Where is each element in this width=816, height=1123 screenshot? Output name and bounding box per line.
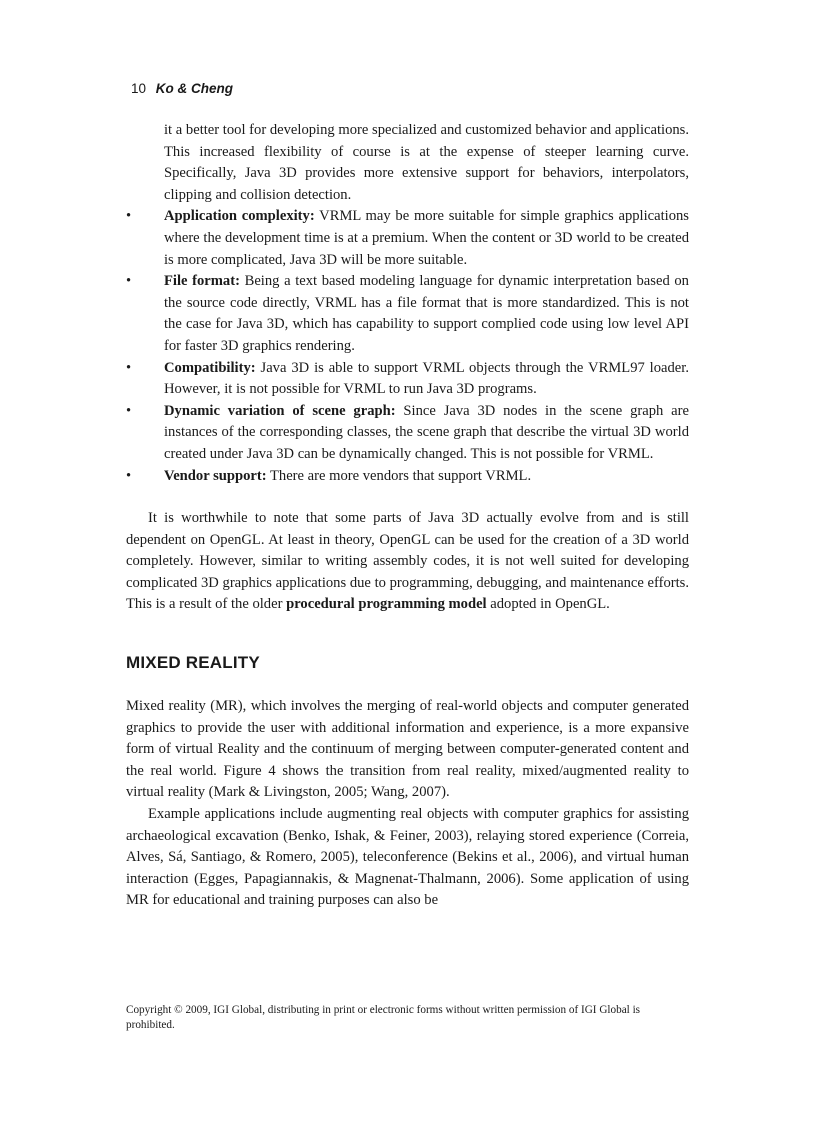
paragraph-mixed-reality-1: Mixed reality (MR), which involves the merging of real-world objects and computer generated graphics to provide the user with additional information and experience, is a more expansive form of virtual Reality and the continuum of merging between computer-generated content and the real world. Figure 4 shows the transition from real reality, mixed/augmented reality to virtual reality (Mark & Livingston, 2005; Wang, 2007). — [126, 698, 689, 801]
list-item-term: Dynamic variation of scene graph: — [164, 402, 396, 419]
paragraph-opengl-after: adopted in OpenGL. — [486, 596, 610, 613]
list-item — [126, 358, 689, 401]
list-item-term: File format: — [164, 273, 240, 290]
body-text — [126, 120, 689, 912]
running-head-authors: Ko & Cheng — [155, 81, 234, 96]
paragraph-opengl — [126, 508, 689, 616]
list-item — [126, 466, 689, 488]
section-heading: MIXED REALITY — [126, 653, 260, 673]
running-header — [131, 80, 233, 98]
spacer — [126, 487, 689, 508]
copyright-footer: Copyright © 2009, IGI Global, distributing in print or electronic forms without written permission of IGI Global is prohibited. — [126, 1004, 641, 1031]
list-item-text: Being a text based modeling language for dynamic interpretation based on the source code directly, VRML has a file format that is more standardized. This is not the case for Java 3D, which has capability to support complied code using low level API for faster 3D graphics rendering. — [164, 273, 689, 354]
list-item-continuation — [126, 120, 689, 206]
bullet-icon: • — [126, 467, 132, 484]
list-item-continuation-text: it a better tool for developing more specialized and customized behavior and applications. This increased flexibility of course is at the expense of steeper learning curve. Specifically, Java 3D provides more extensive support for behaviors, interpolators, clipping and collision detection. — [164, 122, 689, 203]
list-item-text: VRML may be more suitable for simple graphics applications where the development time is at a premium. When the content or 3D world to be created is more complicated, Java 3D will be more suitable. — [164, 208, 689, 268]
list-item — [126, 271, 689, 357]
list-item-text: There are more vendors that support VRML. — [266, 467, 532, 484]
list-item-term: Application complexity: — [164, 208, 315, 225]
paragraph-opengl-before: It is worthwhile to note that some parts of Java 3D actually evolve from and is still dependent on OpenGL. At least in theory, OpenGL can be used for the creation of a 3D world completely. However, similar to writing assembly codes, it is not well suited for developing complicated 3D graphics applications due to programming, debugging, and maintenance efforts. This is a result of the older — [126, 510, 689, 613]
bullet-icon: • — [126, 208, 132, 225]
page-number: 10 — [131, 81, 147, 96]
paragraph-opengl-bold: procedural programming model — [286, 596, 487, 613]
bullet-icon: • — [126, 359, 132, 376]
list-item — [126, 206, 689, 271]
paragraph-mixed-reality-2: Example applications include augmenting real objects with computer graphics for assisting archaeological excavation (Benko, Ishak, & Feiner, 2003), relaying stored experience (Correia, Alves, Sá, Santiago, & Romero, 2005), teleconference (Bekins et al., 2006), and virtual human interaction (Egges, Papagiannakis, & Magnenat-Thalmann, 2006). Some application of using MR for educational and training purposes can also be — [126, 806, 689, 909]
list-item-text: Since Java 3D nodes in the scene graph are instances of the corresponding classes, the scene graph that describe the virtual 3D world created under Java 3D can be dynamically changed. This is not possible for VRML. — [164, 402, 689, 462]
comparison-list — [126, 120, 689, 487]
bullet-icon: • — [126, 402, 132, 419]
list-item-text: Java 3D is able to support VRML objects through the VRML97 loader. However, it is not possible for VRML to run Java 3D programs. — [164, 359, 689, 398]
bullet-icon: • — [126, 273, 132, 290]
list-item — [126, 401, 689, 466]
list-item-term: Vendor support: — [164, 467, 267, 484]
list-item-term: Compatibility: — [164, 359, 256, 376]
